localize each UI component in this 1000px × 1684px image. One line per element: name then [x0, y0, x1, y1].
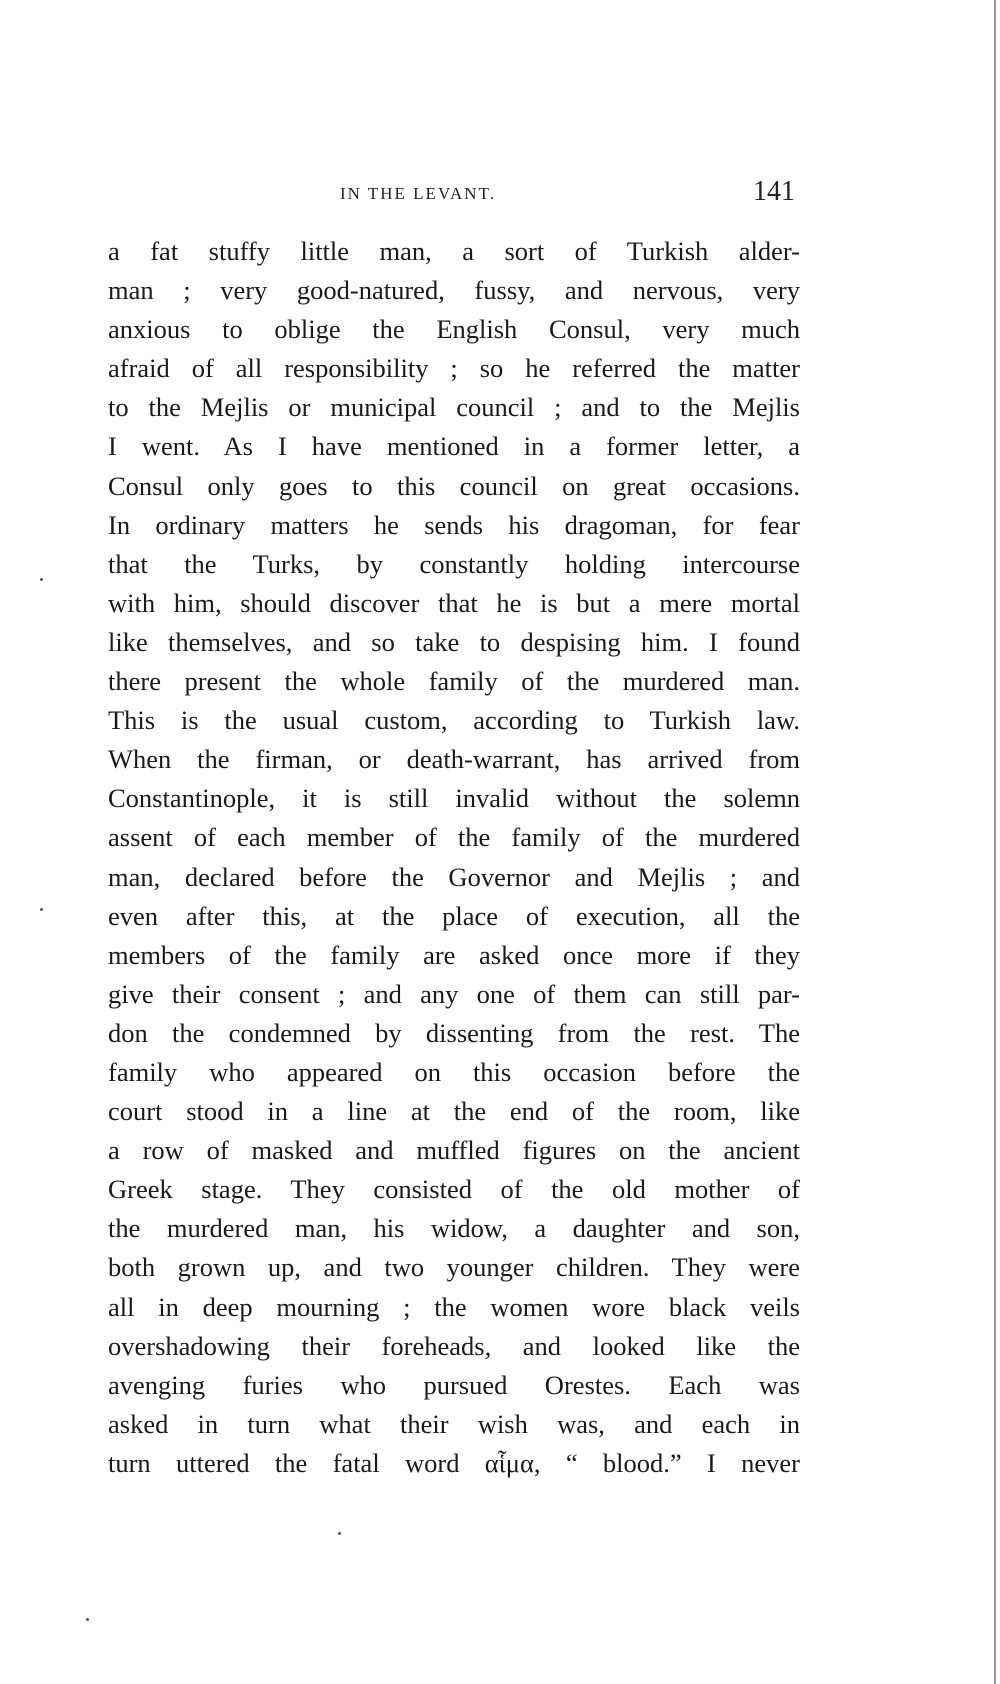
text-line: a row of masked and muffled figures on the ancient	[108, 1135, 800, 1166]
text-line: with him, should discover that he is but a mere mortal	[108, 587, 800, 618]
margin-speck	[338, 1532, 341, 1535]
margin-speck	[40, 908, 43, 911]
text-line: turn uttered the fatal word αἷμα, “ blood.” I never	[108, 1447, 800, 1478]
text-line: all in deep mourning ; the women wore black veils	[108, 1291, 800, 1322]
text-line: the murdered man, his widow, a daughter and son,	[108, 1213, 800, 1244]
text-line: This is the usual custom, according to Turkish law.	[108, 705, 800, 736]
margin-speck	[40, 578, 43, 581]
page-edge-line	[994, 0, 996, 1684]
text-line: asked in turn what their wish was, and each in	[108, 1408, 800, 1439]
text-line: anxious to oblige the English Consul, very much	[108, 314, 800, 345]
text-line: family who appeared on this occasion before the	[108, 1056, 800, 1087]
text-line: I went. As I have mentioned in a former letter, a	[108, 431, 800, 462]
text-line: even after this, at the place of execution, all the	[108, 900, 800, 931]
text-line: overshadowing their foreheads, and looked like the	[108, 1330, 800, 1361]
page-number: 141	[753, 176, 795, 207]
text-line: When the firman, or death-warrant, has arrived from	[108, 744, 800, 775]
text-line: a fat stuffy little man, a sort of Turkish alder-	[108, 236, 800, 266]
text-line: like themselves, and so take to despising him. I found	[108, 626, 800, 657]
text-line: man ; very good-natured, fussy, and nervous, very	[108, 275, 800, 306]
margin-speck	[86, 1618, 89, 1621]
text-line: Constantinople, it is still invalid without the solemn	[108, 783, 800, 814]
text-line: assent of each member of the family of the murdered	[108, 822, 800, 853]
text-line: In ordinary matters he sends his dragoman, for fear	[108, 509, 800, 540]
text-line: that the Turks, by constantly holding intercourse	[108, 548, 800, 579]
running-title: IN THE LEVANT.	[340, 184, 496, 203]
text-line: both grown up, and two younger children. They were	[108, 1252, 800, 1283]
text-line: there present the whole family of the murdered man.	[108, 666, 800, 697]
text-line: Greek stage. They consisted of the old mother of	[108, 1174, 800, 1205]
running-head	[110, 176, 795, 216]
text-line: give their consent ; and any one of them can still par-	[108, 978, 800, 1009]
text-line: don the condemned by dissenting from the rest. The	[108, 1017, 800, 1048]
text-line: afraid of all responsibility ; so he referred the matter	[108, 353, 800, 384]
text-line: man, declared before the Governor and Mejlis ; and	[108, 861, 800, 892]
text-line: court stood in a line at the end of the room, like	[108, 1096, 800, 1127]
text-line: Consul only goes to this council on great occasions.	[108, 470, 800, 501]
body-text	[108, 232, 800, 1483]
text-line: avenging furies who pursued Orestes. Each was	[108, 1369, 800, 1400]
text-line: members of the family are asked once more if they	[108, 939, 800, 970]
text-line: to the Mejlis or municipal council ; and to the Mejlis	[108, 392, 800, 423]
